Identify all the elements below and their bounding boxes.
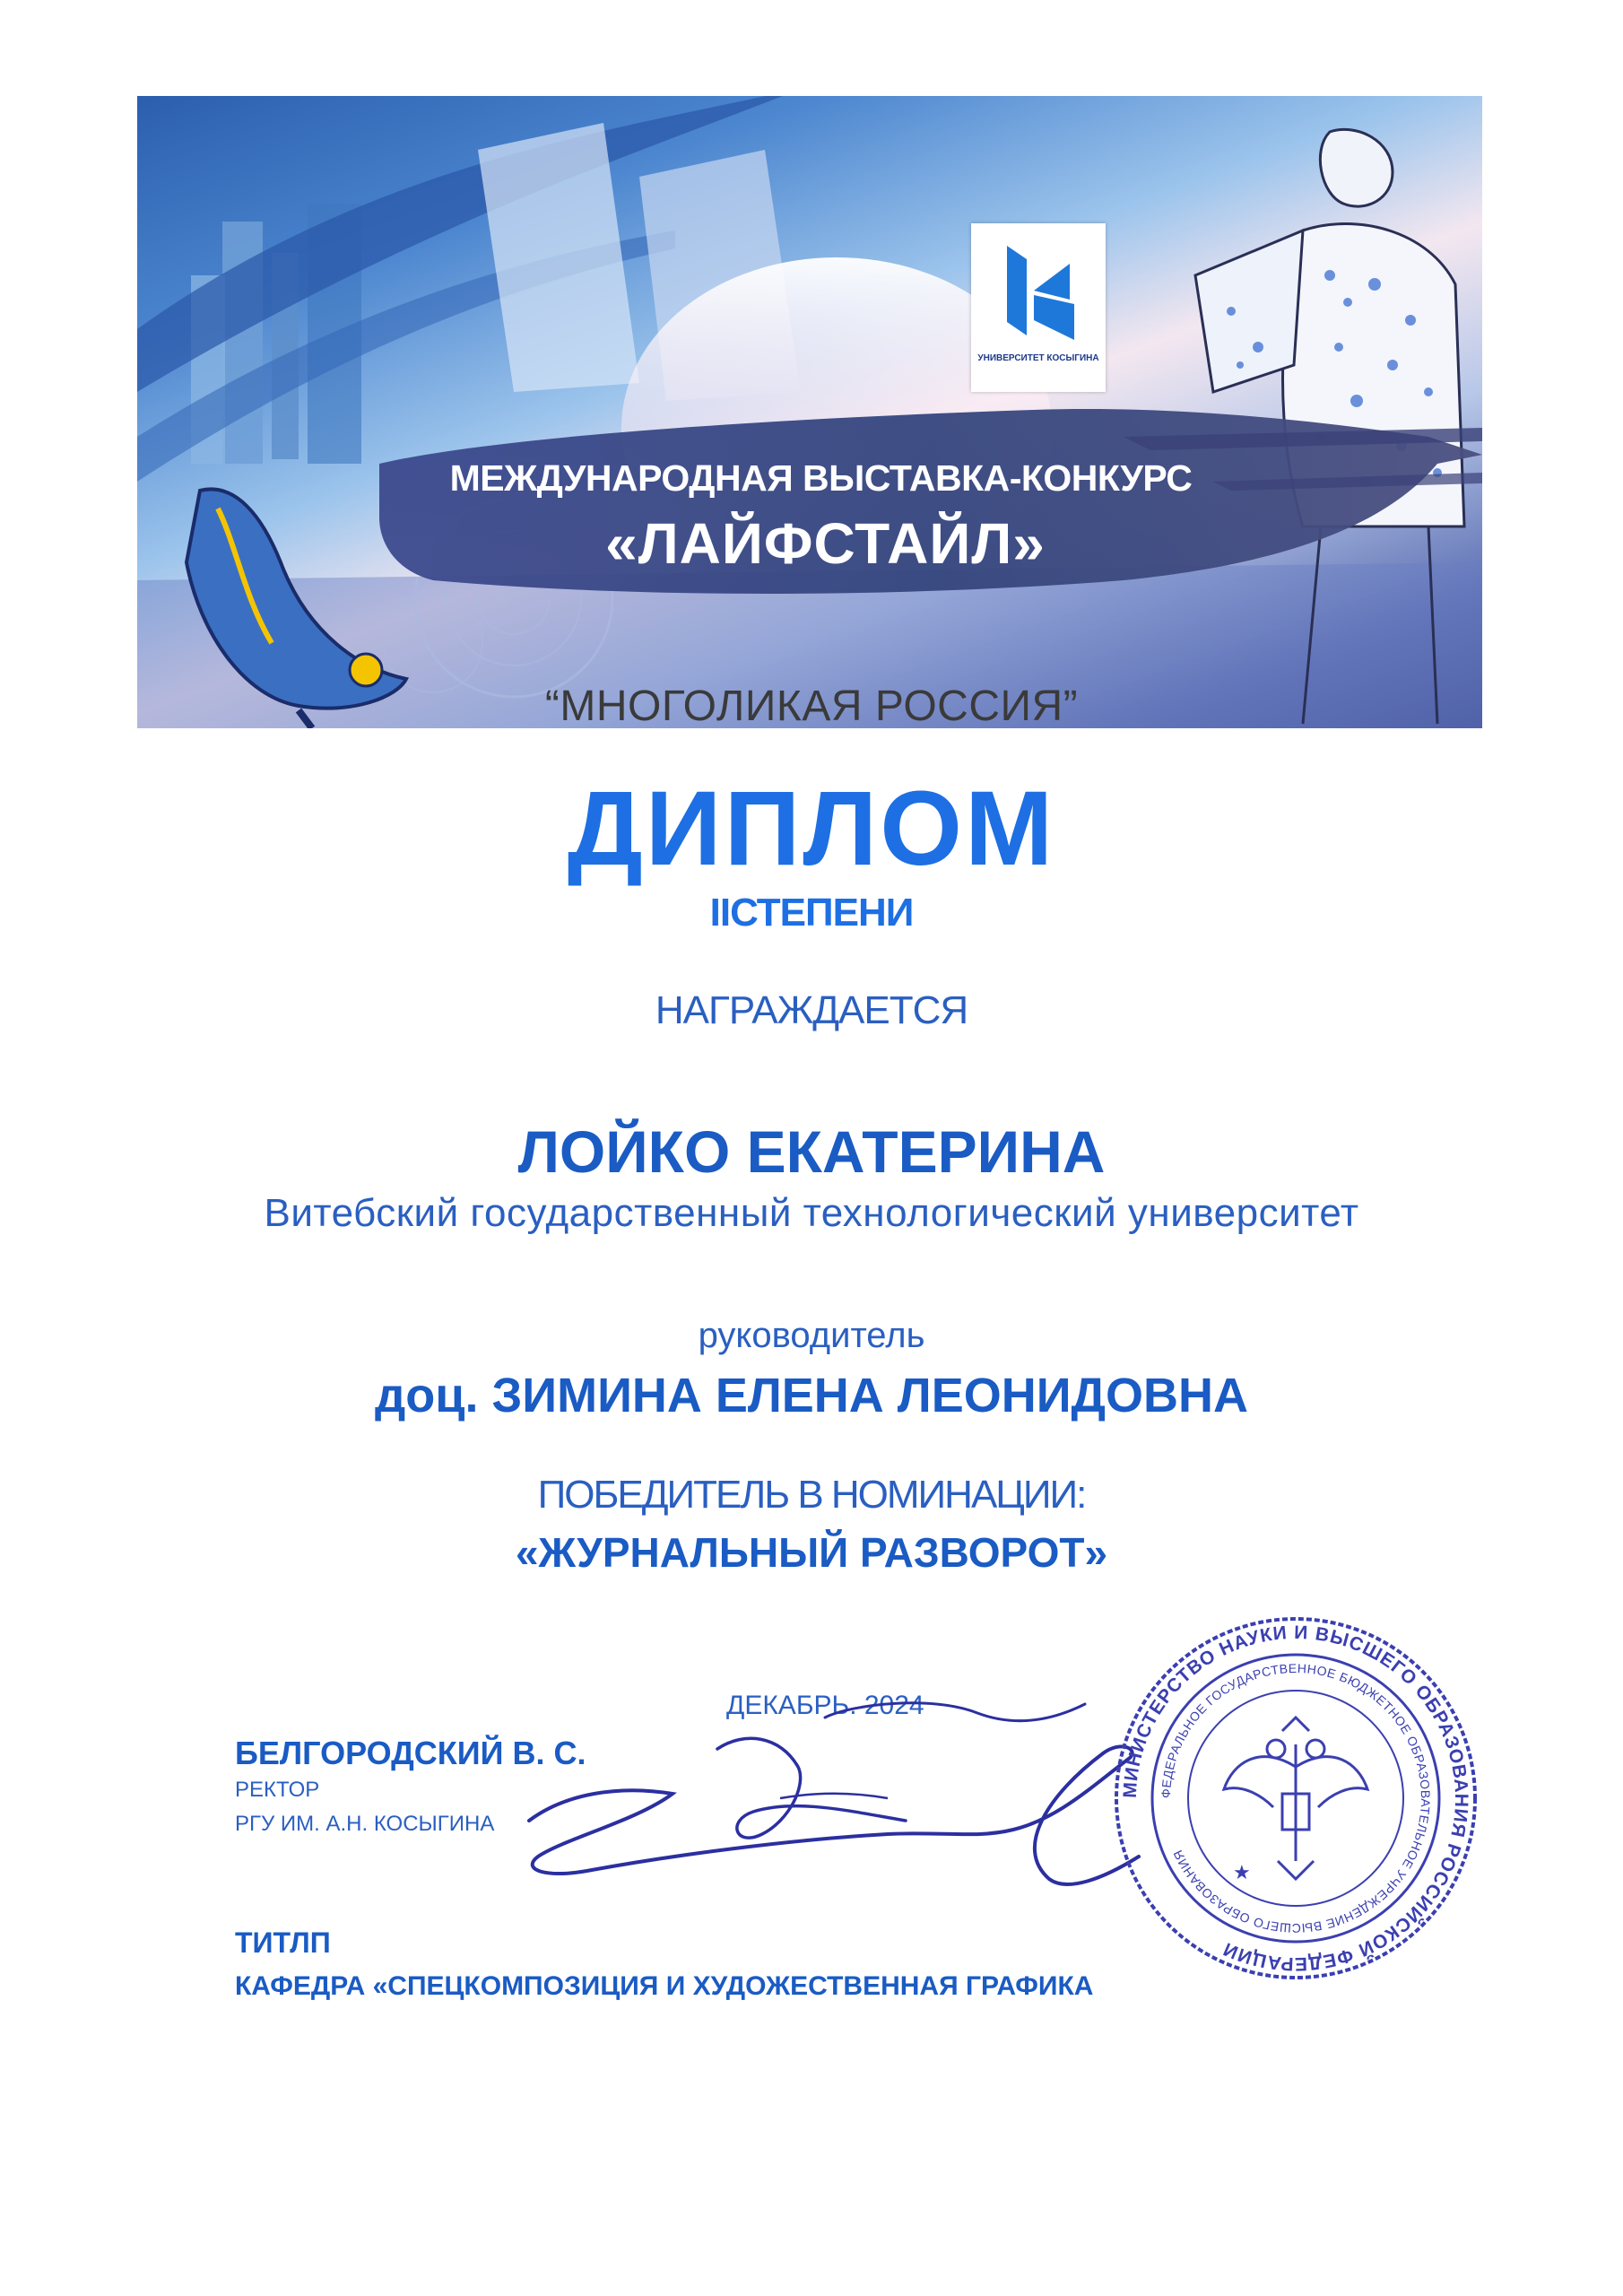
- awarded-label: НАГРАЖДАЕТСЯ: [655, 988, 968, 1032]
- seal-star-icon: ★: [1233, 1861, 1251, 1883]
- banner-artwork: [137, 96, 1482, 728]
- exhibition-title: МЕЖДУНАРОДНАЯ ВЫСТАВКА-КОНКУРС: [449, 457, 1193, 499]
- seal-inner-text: ФЕДЕРАЛЬНОЕ ГОСУДАРСТВЕННОЕ БЮДЖЕТНОЕ ОБРАЗОВАТЕЛЬНОЕ УЧРЕЖДЕНИЕ ВЫСШЕГО ОБРАЗОВАНИЯ: [1158, 1660, 1434, 1936]
- header-banner: [137, 96, 1482, 728]
- rector-signature: [511, 1686, 1157, 1892]
- eagle-emblem-icon: [1224, 1718, 1367, 1879]
- diploma-title: ДИПЛОМ: [567, 770, 1056, 888]
- award-date: ДЕКАБРЬ. 2024: [726, 1691, 924, 1720]
- nomination-name: «ЖУРНАЛЬНЫЙ РАЗВОРОТ»: [515, 1529, 1108, 1576]
- logo-caption: УНИВЕРСИТЕТ КОСЫГИНА: [977, 353, 1099, 363]
- rector-name: БЕЛГОРОДСКИЙ В. С.: [235, 1735, 586, 1771]
- recipient-name: ЛОЙКО ЕКАТЕРИНА: [517, 1118, 1106, 1185]
- winner-label: ПОБЕДИТЕЛЬ В НОМИНАЦИИ:: [537, 1473, 1086, 1517]
- department-name: КАФЕДРА «СПЕЦКОМПОЗИЦИЯ И ХУДОЖЕСТВЕННАЯ ГРАФИКА: [235, 1971, 1094, 2001]
- institute-name: ТИТЛП: [235, 1926, 331, 1959]
- diploma-degree: IIСТЕПЕНИ: [709, 891, 914, 935]
- rector-title: РЕКТОР: [235, 1778, 320, 1802]
- supervisor-name: доц. ЗИМИНА ЕЛЕНА ЛЕОНИДОВНА: [374, 1369, 1248, 1422]
- competition-theme: “МНОГОЛИКАЯ РОССИЯ”: [544, 683, 1079, 730]
- exhibition-name: «ЛАЙФСТАЙЛ»: [605, 511, 1046, 576]
- seal-outer-text: МИНИСТЕРСТВО НАУКИ И ВЫСШЕГО ОБРАЗОВАНИЯ РОССИЙСКОЙ ФЕДЕРАЦИИ: [1119, 1622, 1472, 1975]
- rector-organization: РГУ ИМ. А.Н. КОСЫГИНА: [235, 1812, 495, 1836]
- recipient-university: Витебский государственный технологический университет: [264, 1191, 1359, 1235]
- supervisor-label: руководитель: [698, 1316, 925, 1355]
- kosygin-logo-icon: [971, 223, 1106, 349]
- official-seal: [1107, 1610, 1484, 1987]
- university-logo: [971, 223, 1106, 392]
